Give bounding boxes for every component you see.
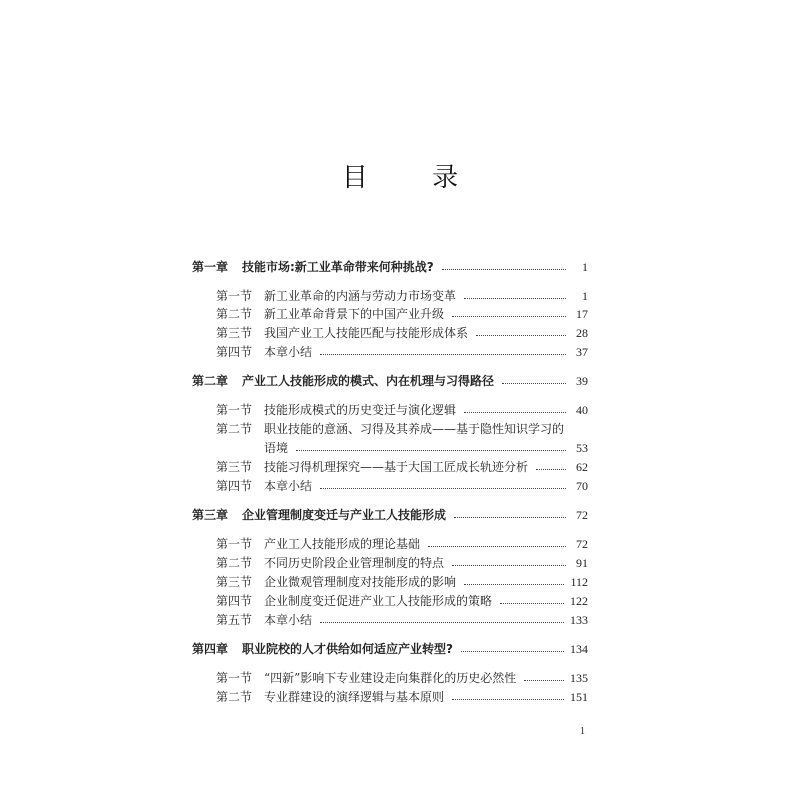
toc-section[interactable] [192,553,588,573]
toc-section[interactable] [192,400,588,420]
toc-section[interactable] [192,591,588,611]
dot-leader [461,651,564,652]
dot-leader [320,622,564,623]
page-number: 135 [570,671,588,685]
section-title: 技能形成模式的历史变迁与演化逻辑 [264,403,457,417]
section-number: 第三节 [216,460,253,474]
toc-section[interactable] [192,323,588,343]
chapter-title: 产业工人技能形成的模式、内在机理与习得路径 [242,374,495,388]
section-title: 专业群建设的演绎逻辑与基本原则 [264,690,445,704]
page-number: 40 [576,403,588,417]
section-number: 第四节 [216,479,253,493]
section-number: 第一节 [216,289,253,303]
chapter-number: 第二章 [192,374,229,388]
section-number: 第二节 [216,690,253,704]
page-title: 目 录 [341,163,487,193]
dot-leader [428,546,566,547]
section-number: 第二节 [216,307,253,321]
page-number: 28 [576,326,588,340]
chapter-number: 第四章 [192,642,229,656]
section-number: 第三节 [216,326,253,340]
dot-leader [524,680,564,681]
toc-section[interactable] [192,687,588,707]
toc-chapter-3[interactable] [192,505,588,525]
section-title: 本章小结 [264,479,313,493]
section-number: 第二节 [216,556,253,570]
section-title: 企业制度变迁促进产业工人技能形成的策略 [264,594,493,608]
dot-leader [452,699,564,700]
dot-leader [464,584,564,585]
page-number: 1 [582,289,588,303]
dot-leader [464,298,566,299]
toc-chapter-2[interactable] [192,371,588,391]
dot-leader [500,603,564,604]
toc-section[interactable] [192,304,588,324]
toc-section[interactable] [192,419,588,439]
section-title: 本章小结 [264,345,313,359]
dot-leader [296,450,566,451]
dot-leader [452,565,566,566]
toc-chapter-1[interactable] [192,257,588,277]
chapter-number: 第三章 [192,508,229,522]
page-number: 134 [570,642,588,656]
toc-section[interactable] [192,476,588,496]
page-number: 91 [576,556,588,570]
dot-leader [320,488,566,489]
section-title: 职业技能的意涵、习得及其养成——基于隐性知识学习的 [264,422,565,436]
section-number: 第五节 [216,613,253,627]
page-number: 70 [576,479,588,493]
section-number: 第二节 [216,422,253,436]
chapter-title: 技能市场:新工业革命带来何种挑战? [242,260,434,274]
section-title: 新工业革命背景下的中国产业升级 [264,307,445,321]
page-number: 112 [570,575,588,589]
dot-leader [452,316,566,317]
toc-section[interactable] [192,286,588,306]
toc-section[interactable] [192,668,588,688]
dot-leader [476,335,566,336]
section-title: 不同历史阶段企业管理制度的特点 [264,556,445,570]
chapter-number: 第一章 [192,260,229,274]
page-number: 39 [576,374,588,388]
chapter-title: 职业院校的人才供给如何适应产业转型? [242,642,453,656]
section-number: 第四节 [216,345,253,359]
section-number: 第一节 [216,403,253,417]
section-title: 技能习得机理探究——基于大国工匠成长轨迹分析 [264,460,529,474]
page-number: 72 [576,508,588,522]
page-number: 62 [576,460,588,474]
section-title: 本章小结 [264,613,313,627]
page-number: 122 [570,594,588,608]
dot-leader [442,269,566,270]
toc-section[interactable] [192,572,588,592]
page-number: 53 [576,441,588,455]
dot-leader [454,517,566,518]
section-title: “四新”影响下专业建设走向集群化的历史必然性 [264,671,517,685]
toc-section-continuation[interactable] [192,438,588,458]
section-number: 第三节 [216,575,253,589]
section-number: 第一节 [216,537,253,551]
footer-page-number: 1 [580,726,585,737]
toc-section[interactable] [192,342,588,362]
chapter-title: 企业管理制度变迁与产业工人技能形成 [242,508,447,522]
page-number: 133 [570,613,588,627]
section-title: 新工业革命的内涵与劳动力市场变革 [264,289,457,303]
dot-leader [502,383,566,384]
dot-leader [536,469,566,470]
toc-section[interactable] [192,457,588,477]
dot-leader [464,412,566,413]
section-title: 我国产业工人技能匹配与技能形成体系 [264,326,469,340]
section-number: 第四节 [216,594,253,608]
page-number: 72 [576,537,588,551]
section-title-continuation: 语境 [264,441,289,455]
toc-section[interactable] [192,610,588,630]
section-number: 第一节 [216,671,253,685]
page-number: 17 [576,307,588,321]
page-number: 37 [576,345,588,359]
page-number: 151 [570,690,588,704]
section-title: 企业微观管理制度对技能形成的影响 [264,575,457,589]
dot-leader [320,354,566,355]
toc-chapter-4[interactable] [192,639,588,659]
section-title: 产业工人技能形成的理论基础 [264,537,421,551]
page-number: 1 [582,260,588,274]
toc-section[interactable] [192,534,588,554]
